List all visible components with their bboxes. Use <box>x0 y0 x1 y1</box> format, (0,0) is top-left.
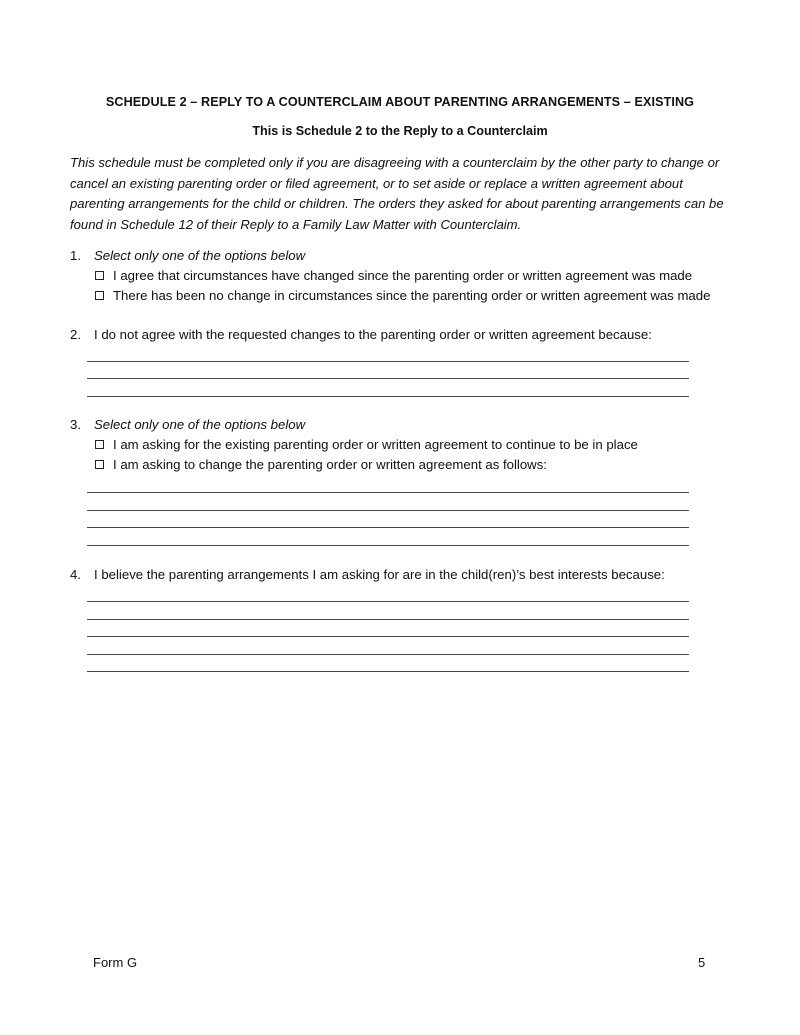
option-label: I am asking for the existing parenting order or written agreement to continue to be in place <box>113 437 638 452</box>
option-label: I am asking to change the parenting order or written agreement as follows: <box>113 457 547 472</box>
answer-line[interactable] <box>87 361 689 362</box>
answer-line[interactable] <box>87 378 689 379</box>
intro-paragraph: This schedule must be completed only if you are disagreeing with a counterclaim by the other party to change or cancel an existing parenting order or filed agreement, or to set aside or replace a written agreement about parenting arrangements for the child or children. The orders they asked for about parenting arrangements can be found in Schedule 12 of their Reply to a Family Law Matter with Counterclaim. <box>70 155 724 232</box>
answer-line[interactable] <box>87 671 689 672</box>
checkbox-icon[interactable] <box>95 271 104 280</box>
footer-form-name: Form G <box>93 955 138 970</box>
footer-page-number: 5 <box>698 955 706 970</box>
schedule-title: SCHEDULE 2 – REPLY TO A COUNTERCLAIM ABOUT PARENTING ARRANGEMENTS – EXISTING <box>105 95 695 109</box>
answer-line[interactable] <box>87 619 689 620</box>
answer-line[interactable] <box>87 601 689 602</box>
question-2-text: I do not agree with the requested changes to the parenting order or written agreement because: <box>94 327 652 342</box>
question-1-option-1[interactable] <box>95 268 692 283</box>
question-1-text: Select only one of the options below <box>94 248 306 263</box>
question-1-option-2[interactable] <box>95 288 710 303</box>
question-1-number: 1. <box>70 248 81 263</box>
option-label: There has been no change in circumstances since the parenting order or written agreement was made <box>113 288 711 303</box>
checkbox-icon[interactable] <box>95 460 104 469</box>
answer-line[interactable] <box>87 527 689 528</box>
question-3-option-2[interactable] <box>95 457 547 472</box>
question-4-text: I believe the parenting arrangements I am asking for are in the child(ren)’s best interests because: <box>94 567 665 582</box>
schedule-subtitle: This is Schedule 2 to the Reply to a Counterclaim <box>252 124 548 138</box>
question-2-number: 2. <box>70 327 81 342</box>
question-4-number: 4. <box>70 567 81 582</box>
answer-line[interactable] <box>87 654 689 655</box>
question-3-option-1[interactable] <box>95 437 638 452</box>
answer-line[interactable] <box>87 492 689 493</box>
question-3-text: Select only one of the options below <box>94 417 306 432</box>
option-label: I agree that circumstances have changed since the parenting order or written agreement was made <box>113 268 693 283</box>
answer-line[interactable] <box>87 396 689 397</box>
checkbox-icon[interactable] <box>95 440 104 449</box>
checkbox-icon[interactable] <box>95 291 104 300</box>
question-3-number: 3. <box>70 417 81 432</box>
answer-line[interactable] <box>87 636 689 637</box>
answer-line[interactable] <box>87 510 689 511</box>
answer-line[interactable] <box>87 545 689 546</box>
